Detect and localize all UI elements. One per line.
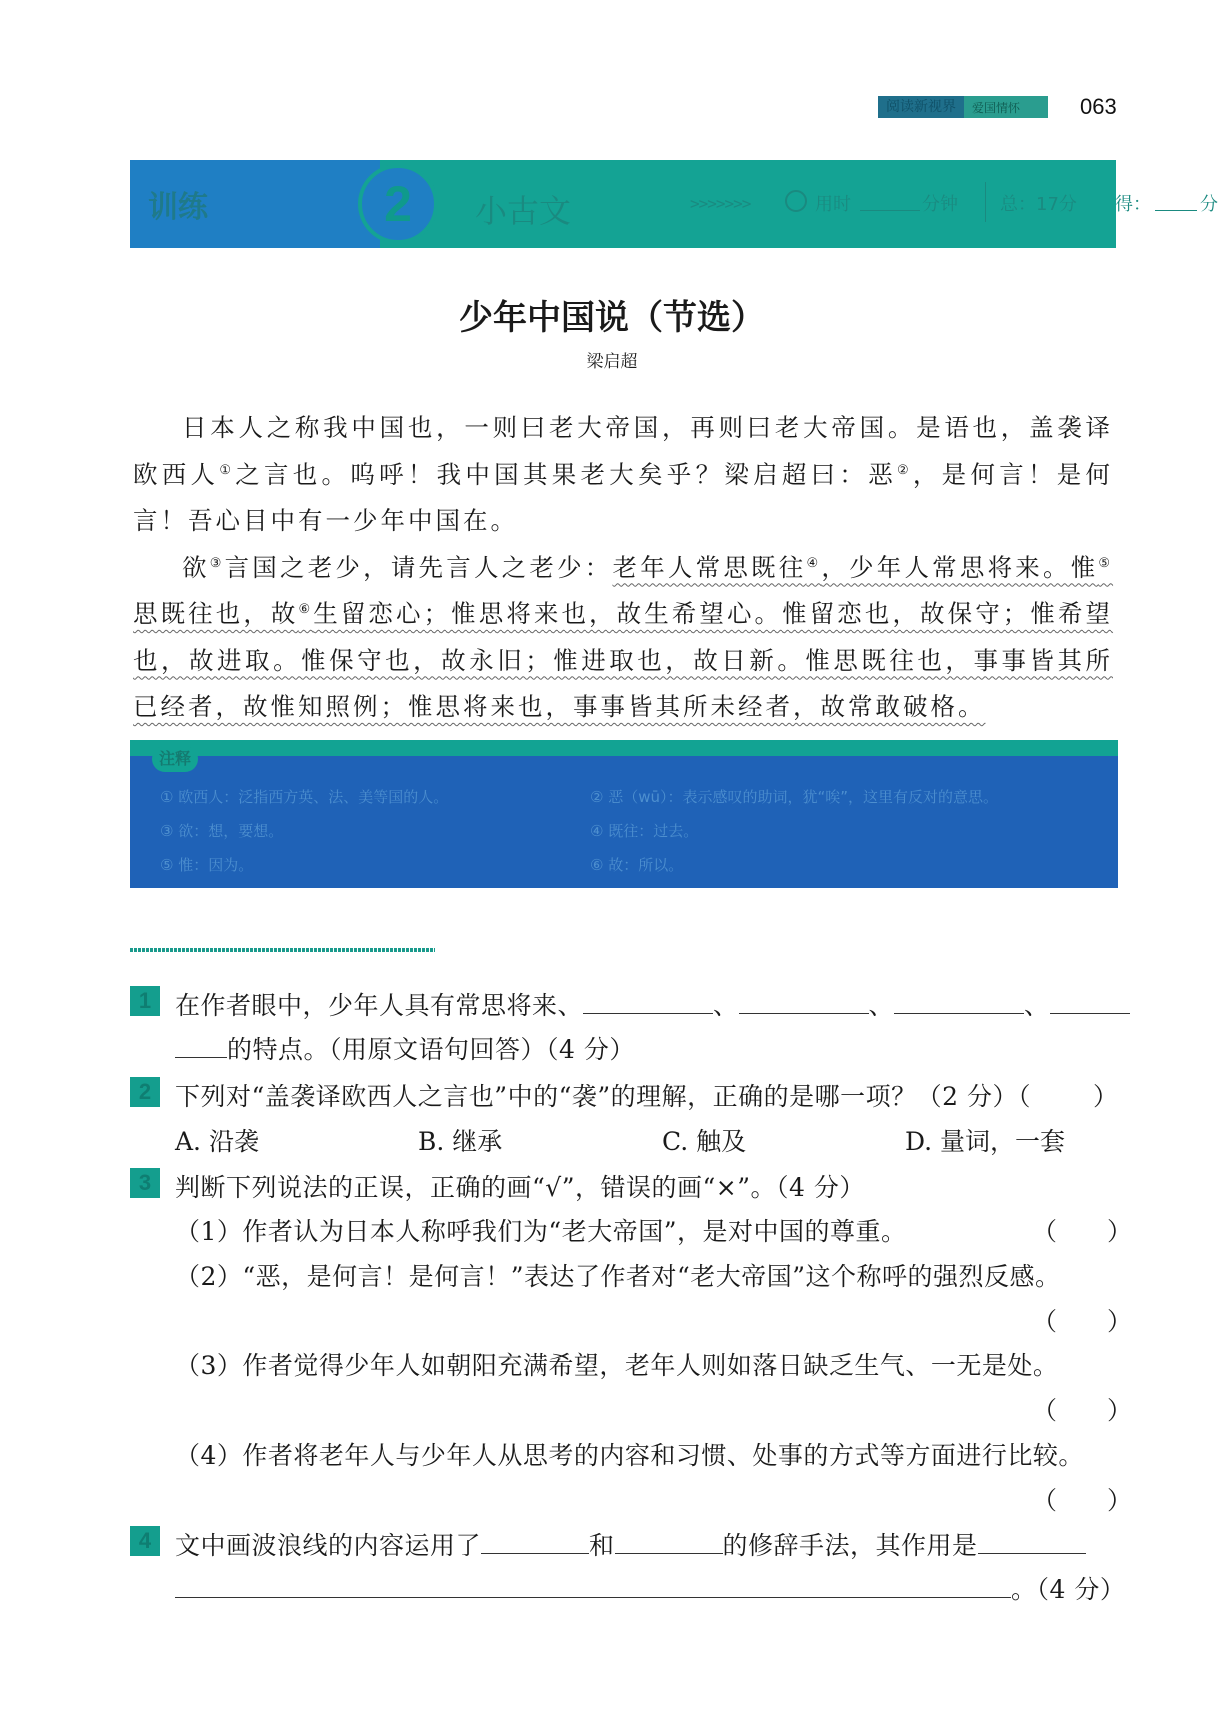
note-item: ② 恶（wū）：表示感叹的助词，犹“唉”，这里有反对的意思。: [590, 788, 999, 806]
note-item: ① 欧西人：泛指西方英、法、美等国的人。: [160, 788, 449, 806]
answer-blank[interactable]: [978, 1531, 1086, 1554]
option-d[interactable]: D. 量词，一套: [905, 1127, 1066, 1156]
statement-2: （2）“恶，是何言！是何言！”表达了作者对“老大帝国”这个称呼的强烈反感。: [175, 1262, 1061, 1291]
footnote-ref-4: ④: [806, 555, 822, 571]
question-number-badge: 4: [130, 1526, 160, 1556]
banner-title: 小古文: [475, 192, 572, 230]
note-item: ⑤ 惟：因为。: [160, 856, 254, 874]
question-4-line-1: 文中画波浪线的内容运用了 和 的修辞手法，其作用是: [175, 1526, 1086, 1562]
answer-paren[interactable]: （ ）: [1032, 1217, 1133, 1246]
answer-blank[interactable]: [894, 991, 1024, 1014]
section-tag: [878, 96, 1048, 118]
footnote-ref-3: ③: [209, 555, 225, 571]
answer-blank[interactable]: [1050, 991, 1130, 1014]
paragraph-1: 日本人之称我中国也，一则曰老大帝国，再则曰老大帝国。是语也，盖袭译欧西人①之言也。呜呼！我中国其果老大矣乎？梁启超曰：恶②，是何言！是何言！吾心目中有一少年中国在。: [133, 413, 1114, 535]
page-number: 063: [1080, 94, 1117, 119]
question-2-text: 下列对“盖袭译欧西人之言也”中的“袭”的理解，正确的是哪一项？（2 分）（: [175, 1082, 1031, 1111]
clock-icon: [785, 190, 807, 212]
answer-blank[interactable]: [615, 1531, 723, 1554]
question-number-badge: 2: [130, 1077, 160, 1107]
section-tag-sub: 爱国情怀: [972, 100, 1021, 115]
time-blank: [860, 210, 920, 211]
answer-paren[interactable]: （ ）: [1032, 1307, 1133, 1336]
article-author: 梁启超: [586, 352, 638, 372]
statement-1: （1）作者认为日本人称呼我们为“老大帝国”，是对中国的尊重。: [175, 1217, 907, 1246]
footnote-ref-5: ⑤: [1098, 555, 1114, 571]
answer-blank[interactable]: [583, 991, 713, 1014]
answer-blank[interactable]: [175, 1575, 1011, 1598]
score-label: 得：: [1115, 194, 1151, 215]
paragraph-2: 欲③言国之老少，请先言人之老少：老年人常思既往④，少年人常思将来。惟⑤思既往也，故⑥生留恋心；惟思将来也，故生希望心。惟留恋也，故保守；惟希望也，故进取。惟保守也，故永旧；惟进取也，故日新。惟思既往也，事事皆其所已经者，故惟知照例；惟思将来也，事事皆其所未经者，故常敢破格。: [133, 552, 1114, 721]
notes-label: 注释: [152, 746, 198, 772]
section-tag-main: 阅读新视界: [878, 96, 964, 118]
banner-divider: [985, 182, 986, 222]
article-title: 少年中国说（节选）: [459, 298, 765, 338]
answer-blank[interactable]: [739, 991, 869, 1014]
footnote-ref-1: ①: [219, 462, 236, 478]
exercise-banner: [130, 160, 1218, 248]
question-number-badge: 3: [130, 1168, 160, 1198]
question-3-text: 判断下列说法的正误，正确的画“√”，错误的画“×”。（4 分）: [175, 1173, 865, 1202]
wavy-underlined-text: 老年人常思既往④，少年人常思将来。惟⑤思既往也，故⑥生留恋心；惟思将来也，故生希望心。惟留恋也，故保守；惟希望也，故进取。惟保守也，故永旧；惟进取也，故日新。惟思既往也，事事皆其所已经者，故惟知照例；惟思将来也，事事皆其所未经者，故常敢破格。: [133, 552, 1114, 721]
banner-arrows: >>>>>>>: [690, 194, 751, 213]
answer-paren-close[interactable]: ）: [1093, 1082, 1119, 1111]
score-unit: 分: [1200, 194, 1218, 215]
answer-blank[interactable]: [175, 1035, 227, 1058]
option-a[interactable]: A. 沿袭: [175, 1127, 259, 1156]
total-score: 总：17分: [1000, 194, 1077, 215]
question-1-line-2: 的特点。（用原文语句回答）（4 分）: [175, 1030, 635, 1066]
statement-4: （4）作者将老年人与少年人从思考的内容和习惯、处事的方式等方面进行比较。: [175, 1441, 1084, 1470]
statement-3: （3）作者觉得少年人如朝阳充满希望，老年人则如落日缺乏生气、一无是处。: [175, 1351, 1059, 1380]
question-4-line-2: 。（4 分）: [175, 1570, 1125, 1606]
note-item: ③ 欲：想，要想。: [160, 822, 284, 840]
notes-box: [130, 740, 1118, 888]
option-c[interactable]: C. 触及: [662, 1127, 747, 1156]
notes-header-bar: [130, 740, 1118, 756]
footnote-ref-2: ②: [896, 462, 913, 478]
answer-paren[interactable]: （ ）: [1032, 1396, 1133, 1425]
answer-blank[interactable]: [481, 1531, 589, 1554]
option-b[interactable]: B. 继承: [418, 1127, 503, 1156]
banner-label: 训练: [148, 190, 208, 225]
banner-number-badge: [358, 164, 438, 244]
section-divider: [130, 948, 435, 952]
footnote-ref-6: ⑥: [298, 601, 314, 617]
question-number-badge: 1: [130, 986, 160, 1016]
answer-paren[interactable]: （ ）: [1032, 1486, 1133, 1515]
time-unit: 分钟: [922, 194, 958, 215]
question-1-line-1: 在作者眼中，少年人具有常思将来、 、 、 、: [175, 986, 1130, 1022]
note-item: ④ 既往：过去。: [590, 822, 699, 840]
note-item: ⑥ 故：所以。: [590, 856, 684, 874]
time-label: 用时: [815, 194, 851, 215]
article-body: [133, 405, 1113, 731]
score-blank: [1155, 210, 1197, 211]
banner-number: 2: [384, 176, 412, 232]
